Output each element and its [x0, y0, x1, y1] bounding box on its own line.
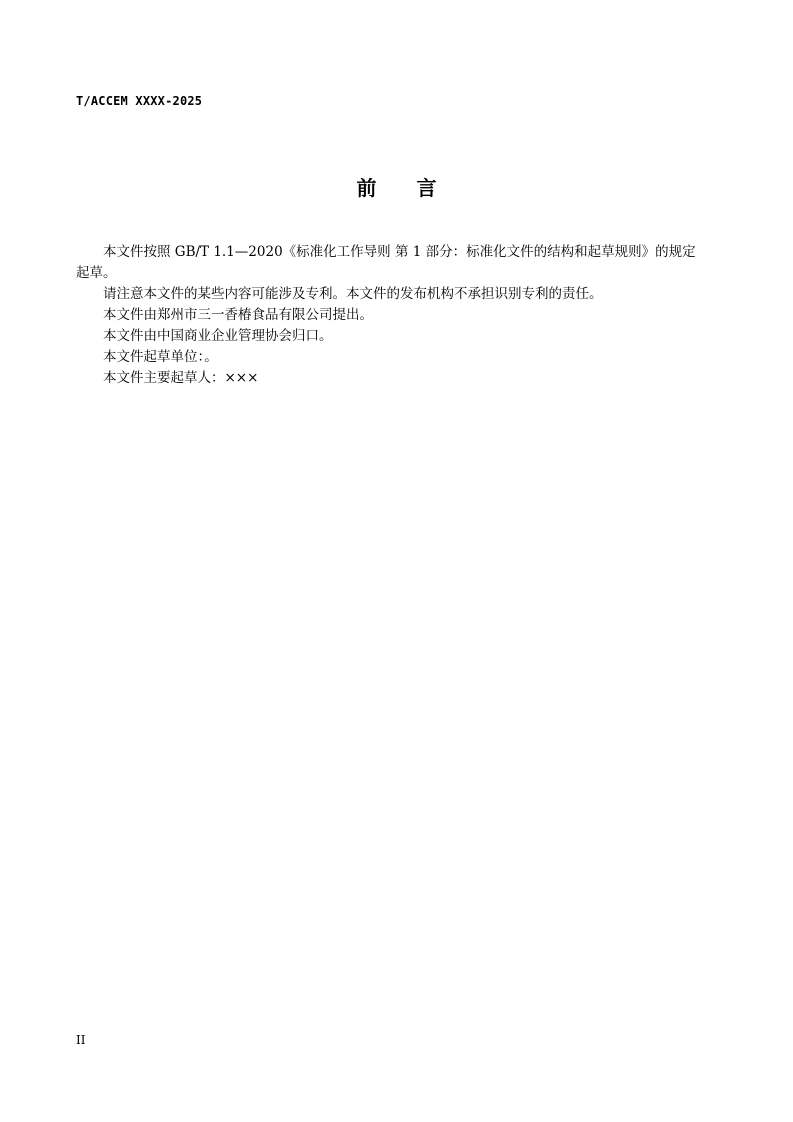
- paragraph-administrator: 本文件由中国商业企业管理协会归口。: [103, 328, 333, 344]
- title-char-1: 前: [356, 176, 377, 200]
- page-title: [0, 172, 793, 201]
- paragraph-patent-notice: 请注意本文件的某些内容可能涉及专利。本文件的发布机构不承担识别专利的责任。: [103, 286, 603, 302]
- paragraph-drafters: 本文件主要起草人：×××: [103, 370, 259, 386]
- title-char-2: 言: [416, 176, 437, 200]
- paragraph-drafting-units: 本文件起草单位：。: [103, 349, 218, 365]
- document-code: T/ACCEM XXXX-2025: [76, 94, 203, 108]
- page-number: II: [76, 1033, 86, 1047]
- paragraph-drafting-rules: 本文件按照 GB/T 1.1—2020《标准化工作导则 第 1 部分：标准化文件的结构和起草规则》的规定起草。: [76, 244, 696, 281]
- paragraph-proposer: 本文件由郑州市三一香椿食品有限公司提出。: [103, 307, 373, 323]
- foreword-body: [76, 242, 706, 389]
